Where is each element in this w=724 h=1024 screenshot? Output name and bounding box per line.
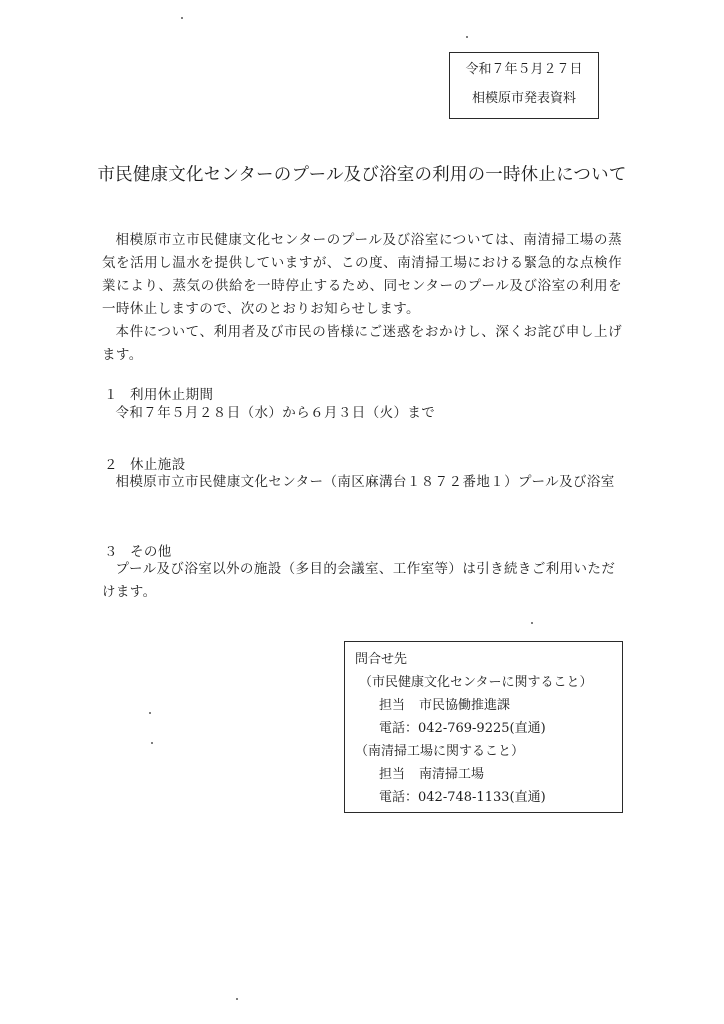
phone-note: (直通) — [509, 790, 546, 805]
scan-speck — [151, 742, 153, 744]
person-name: 南清掃工場 — [419, 767, 485, 782]
section-heading — [104, 453, 186, 473]
paragraph-text: 本件について、利用者及び市民の皆様にご迷惑をおかけし、深くお詫び申し上げます。 — [102, 324, 622, 363]
phone-note: (直通) — [509, 721, 546, 736]
phone-label: 電話： — [379, 790, 419, 805]
contact-group-label: （南清掃工場に関すること） — [355, 744, 525, 759]
contact-person-row — [355, 763, 622, 786]
section-heading — [104, 383, 213, 403]
section-title: その他 — [130, 544, 172, 560]
section-number: ２ — [104, 457, 118, 473]
contact-phone-row — [355, 717, 622, 740]
person-label: 担当 — [379, 698, 406, 713]
intro-paragraph — [102, 229, 622, 321]
phone-number: 042-748-1133 — [418, 790, 510, 805]
contact-group-label: （市民健康文化センターに関すること） — [359, 675, 593, 690]
scan-speck — [149, 712, 151, 714]
apology-paragraph — [102, 321, 622, 367]
contact-box — [344, 641, 623, 813]
section-heading — [104, 540, 172, 560]
contact-person-row — [355, 694, 622, 717]
issue-date: 令和７年５月２７日 — [465, 62, 583, 77]
section-body: プール及び浴室以外の施設（多目的会議室、工作室等）は引き続きご利用いただけます。 — [102, 561, 616, 600]
person-name: 市民協働推進課 — [419, 698, 511, 713]
section-number: １ — [104, 387, 118, 403]
scan-speck — [531, 622, 533, 624]
phone-number: 042-769-9225 — [418, 721, 510, 736]
issuer-box — [449, 52, 599, 119]
phone-label: 電話： — [379, 721, 419, 736]
issuer-department: 相模原市発表資料 — [471, 91, 576, 106]
document-title: 市民健康文化センターのプール及び浴室の利用の一時休止について — [97, 165, 627, 185]
scan-speck — [236, 998, 238, 1000]
section-body: 令和７年５月２８日（水）から６月３日（火）まで — [115, 405, 436, 421]
contact-heading: 問合せ先 — [355, 652, 408, 667]
section-body: 相模原市立市民健康文化センター（南区麻溝台１８７２番地１）プール及び浴室 — [115, 474, 615, 490]
section-number: ３ — [104, 544, 118, 560]
paragraph-text: 相模原市立市民健康文化センターのプール及び浴室については、南清掃工場の蒸気を活用し温水を提供していますが、この度、南清掃工場における緊急的な点検作業により、蒸気の供給を一時停止するため、同センターのプール及び浴室の利用を一時休止しますので、次のとおりお知らせします。 — [102, 232, 622, 317]
scan-speck — [466, 36, 468, 38]
scan-speck — [181, 17, 183, 19]
section-title: 休止施設 — [130, 457, 186, 473]
person-label: 担当 — [379, 767, 406, 782]
section-title: 利用休止期間 — [130, 387, 214, 403]
contact-phone-row — [355, 786, 622, 809]
